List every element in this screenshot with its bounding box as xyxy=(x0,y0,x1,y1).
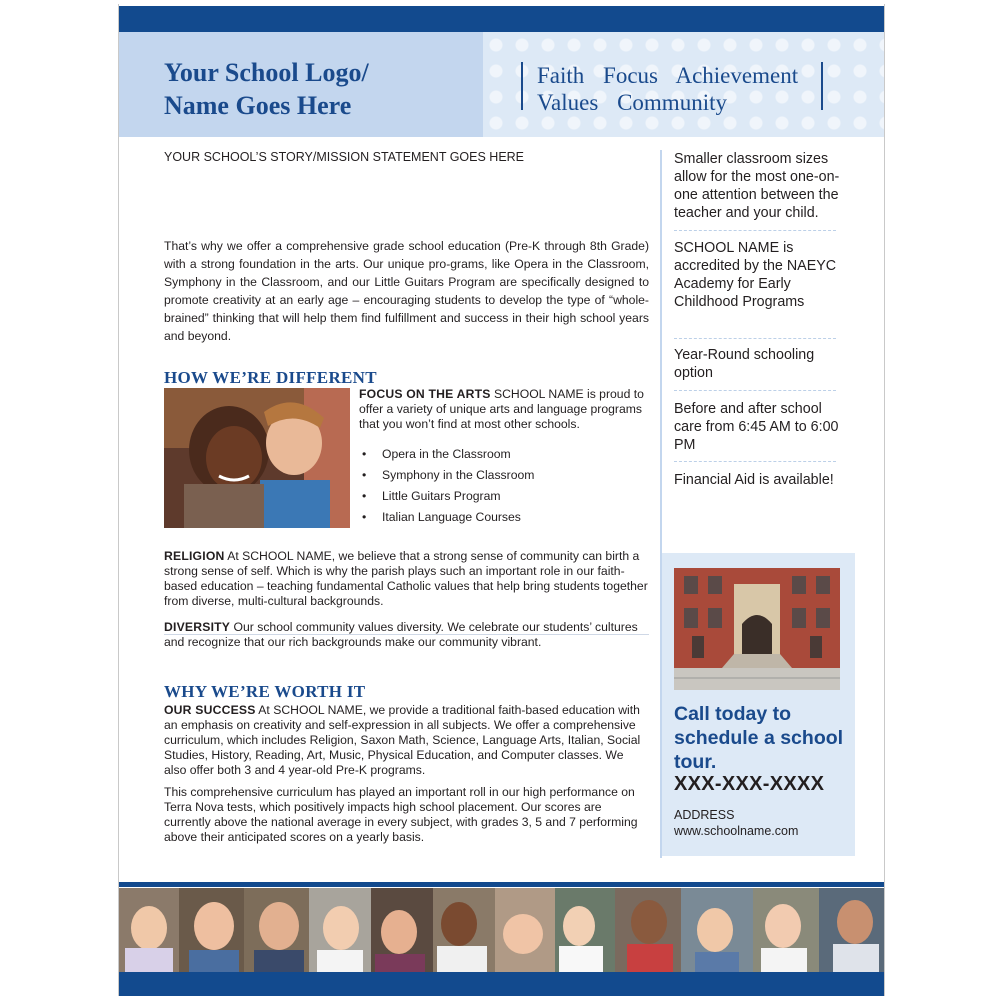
school-building-photo xyxy=(674,568,840,690)
arts-body: SCHOOL NAME is proud to offer a variety of unique arts and language programs that you won’t find at most other schools. xyxy=(359,387,644,431)
sidebar-item-accreditation: SCHOOL NAME is accredited by the NAEYC Academy for Early Childhood Programs xyxy=(674,240,837,310)
list-item: • Little Guitars Program xyxy=(362,486,534,507)
bottom-stripe xyxy=(119,882,884,887)
divider xyxy=(164,634,649,635)
diversity-lead: DIVERSITY xyxy=(164,620,231,634)
list-item: • Italian Language Courses xyxy=(362,507,534,528)
bottom-color-bar xyxy=(119,972,884,996)
logo-panel xyxy=(119,32,483,137)
success-lead: OUR SUCCESS xyxy=(164,703,256,717)
values-row-2 xyxy=(537,90,740,116)
phone-number: XXX-XXX-XXXX xyxy=(674,773,825,795)
sidebar-divider xyxy=(674,338,836,339)
school-logo-placeholder xyxy=(164,56,464,122)
sidebar-divider xyxy=(674,461,836,462)
intro-paragraph: That’s why we offer a comprehensive grade school education (Pre-K through 8th Grade) with a strong foundation in the arts. Our unique pro-grams, like Opera in the Classroom, Symphony in the Classroom, and our Little Guitars Program are specifically designed to promote creativity at an early age – encouraging students to develop the type of “whole-brained” thinking that will help them find fulfillment and success in their high school years and beyond. xyxy=(164,239,649,343)
religion-lead: RELIGION xyxy=(164,549,225,563)
diversity-paragraph xyxy=(164,620,649,650)
list-item: • Symphony in the Classroom xyxy=(362,465,534,486)
cta-heading: Call today to schedule a school tour. xyxy=(674,703,844,773)
arts-paragraph xyxy=(359,387,649,432)
sidebar-item-financial-aid: Financial Aid is available! xyxy=(674,472,834,488)
sidebar-divider xyxy=(674,390,836,391)
logo-line-2: Name Goes Here xyxy=(164,91,352,120)
mission-statement: YOUR SCHOOL’S STORY/MISSION STATEMENT GOES HERE xyxy=(164,150,525,164)
value-focus: Focus xyxy=(603,63,658,88)
heading-how-different: HOW WE’RE DIFFERENT xyxy=(164,368,377,387)
success-body: At SCHOOL NAME, we provide a traditional faith-based education with an emphasis on creativity and self-expression in all subjects. We offer a comprehensive curriculum, which includes Religion, Saxon Math, Science, Language Arts, Italian, Social Studies, History, Reading, Art, Music, Physical Education, and Computer classes. We also offer both 3 and 4 year-old Pre-K programs. xyxy=(164,703,641,777)
arts-lead: FOCUS ON THE ARTS xyxy=(359,387,491,401)
success-paragraph xyxy=(164,703,649,778)
program-list xyxy=(362,444,534,528)
terra-nova-paragraph: This comprehensive curriculum has played an important roll in our high performance on Terra Nova tests, which positively impacts high school placement. Our scores are currently above the national average in every subject, with grades 3, 5 and 7 performing above their anticipated scores on a yearly basis. xyxy=(164,785,638,844)
religion-paragraph xyxy=(164,549,649,609)
sidebar-item-care-hours: Before and after school care from 6:45 AM to 6:00 PM xyxy=(674,401,839,453)
contact-details xyxy=(674,807,798,839)
sidebar-item-year-round: Year-Round schooling option xyxy=(674,347,815,381)
value-faith: Faith xyxy=(537,63,585,88)
values-right-rule xyxy=(821,62,823,110)
tour-callout xyxy=(662,553,855,856)
list-item: • Opera in the Classroom xyxy=(362,444,534,465)
student-photo-strip xyxy=(119,888,884,972)
value-achievement: Achievement xyxy=(675,63,799,88)
heading-worth-it: WHY WE’RE WORTH IT xyxy=(164,682,366,701)
flyer-page xyxy=(118,4,885,996)
sidebar-divider xyxy=(674,230,836,231)
address-text: ADDRESS xyxy=(674,808,735,822)
values-panel xyxy=(483,32,884,137)
diversity-body: Our school community values diversity. We celebrate our students’ cultures and recognize that our rich backgrounds make our community vibrant. xyxy=(164,620,638,649)
children-photo xyxy=(164,388,350,528)
logo-line-1: Your School Logo/ xyxy=(164,58,369,87)
values-left-rule xyxy=(521,62,523,110)
religion-body: At SCHOOL NAME, we believe that a strong sense of community can birth a strong sense of self. Which is why the parish plays such an important role in our faith-based education – teaching fundamental Catholic values that help bring students together from diverse, multi-cultural backgrounds. xyxy=(164,549,648,608)
top-color-bar xyxy=(119,6,884,33)
website-url: www.schoolname.com xyxy=(674,824,799,838)
sidebar-item-class-size: Smaller classroom sizes allow for the most one-on-one attention between the teacher and your child. xyxy=(674,151,840,221)
values-row-1 xyxy=(537,63,811,89)
value-community: Community xyxy=(617,90,727,115)
value-values: Values xyxy=(537,90,599,115)
